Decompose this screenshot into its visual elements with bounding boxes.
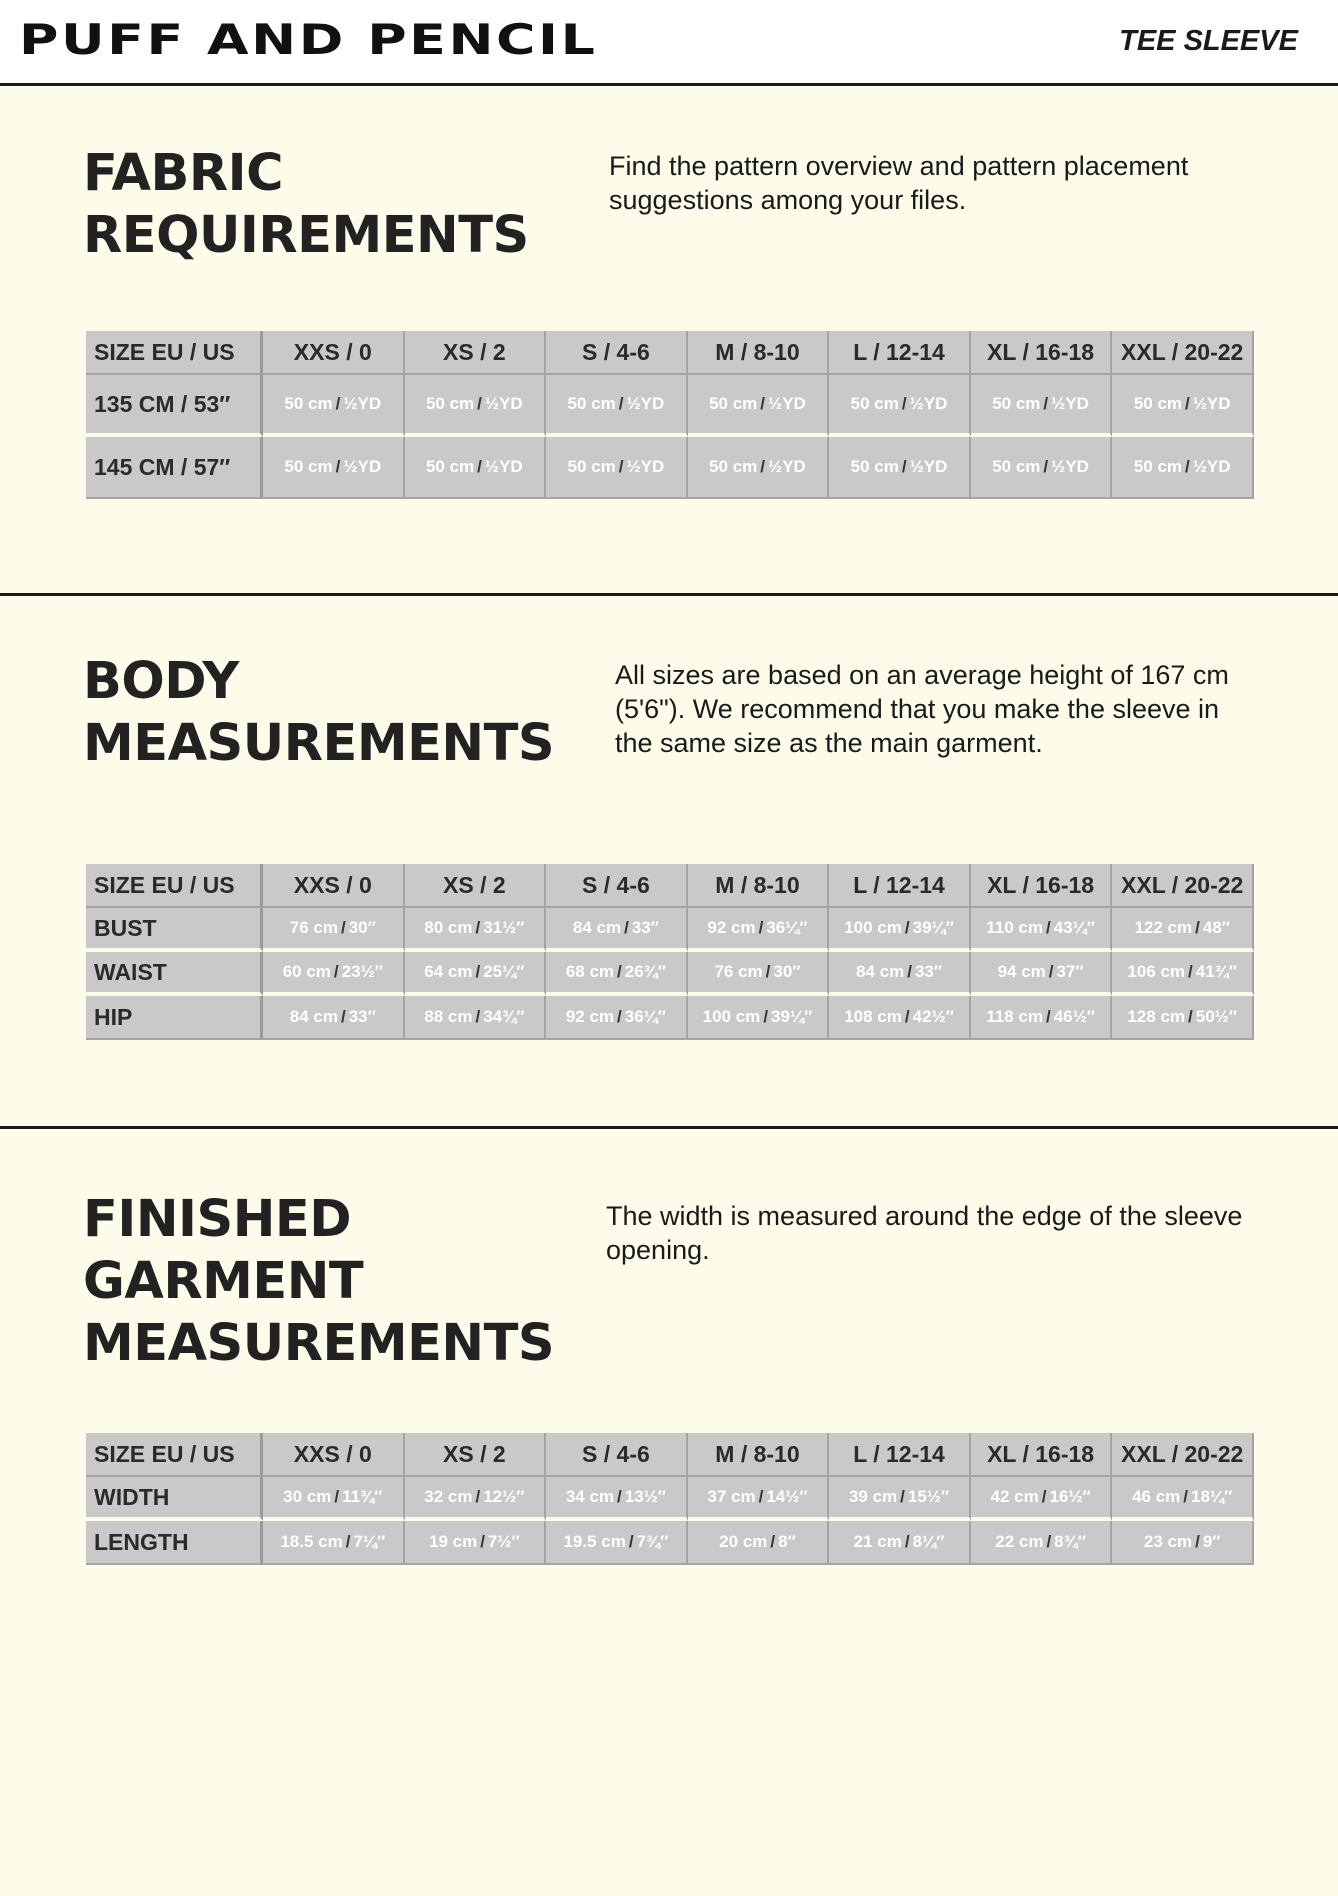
title-line: GARMENT bbox=[83, 1252, 364, 1311]
metric-value: 76 cm bbox=[714, 962, 763, 981]
size-column-header: XL / 16-18 bbox=[971, 1433, 1113, 1477]
metric-value: 50 cm bbox=[709, 394, 758, 413]
measurement-cell bbox=[263, 1477, 405, 1521]
slash-separator: / bbox=[1188, 962, 1193, 981]
imperial-value: 43¼″ bbox=[1053, 918, 1095, 937]
measurement-cell bbox=[1112, 1477, 1254, 1521]
body-description: All sizes are based on an average height of 167 cm (5'6"). We recommend that you make the sleeve in the same size as the main garment. bbox=[615, 660, 1229, 758]
metric-value: 60 cm bbox=[282, 962, 331, 981]
table-header-row bbox=[86, 331, 1254, 375]
slash-separator: / bbox=[618, 394, 624, 413]
table-row bbox=[86, 1521, 1254, 1565]
imperial-value: ½YD bbox=[1051, 394, 1089, 413]
slash-separator: / bbox=[904, 1532, 910, 1551]
measurement-cell bbox=[829, 1521, 971, 1565]
measurement-cell bbox=[263, 952, 405, 996]
metric-value: 32 cm bbox=[424, 1487, 473, 1506]
imperial-value: 34¾″ bbox=[483, 1007, 525, 1026]
metric-value: 39 cm bbox=[848, 1487, 898, 1506]
measurement-cell bbox=[829, 437, 971, 499]
slash-separator: / bbox=[1046, 1532, 1052, 1551]
measurement-cell bbox=[971, 1521, 1113, 1565]
slash-separator: / bbox=[1041, 1487, 1047, 1506]
measurement-cell bbox=[829, 996, 971, 1040]
slash-separator: / bbox=[475, 962, 481, 981]
row-label: 145 CM / 57″ bbox=[86, 437, 263, 499]
imperial-value: ½YD bbox=[909, 457, 948, 476]
metric-value: 20 cm bbox=[719, 1532, 768, 1551]
imperial-value: 36¼″ bbox=[766, 918, 808, 937]
slash-separator: / bbox=[475, 1487, 481, 1506]
imperial-value: 50½″ bbox=[1195, 1007, 1237, 1026]
measurement-cell bbox=[546, 1521, 688, 1565]
measurement-cell bbox=[971, 1477, 1113, 1521]
imperial-value: 26¾″ bbox=[624, 962, 666, 981]
metric-value: 50 cm bbox=[425, 457, 475, 476]
imperial-value: 33″ bbox=[348, 1007, 376, 1026]
measurement-cell bbox=[971, 437, 1113, 499]
measurement-cell bbox=[688, 952, 830, 996]
measurement-cell bbox=[688, 908, 830, 952]
slash-separator: / bbox=[333, 962, 339, 981]
row-label: BUST bbox=[86, 908, 263, 952]
size-column-header: XS / 2 bbox=[405, 331, 547, 375]
slash-separator: / bbox=[477, 394, 482, 413]
metric-value: 80 cm bbox=[424, 918, 473, 937]
metric-value: 50 cm bbox=[284, 457, 333, 476]
finished-description: The width is measured around the edge of the sleeve opening. bbox=[606, 1201, 1243, 1265]
measurement-cell bbox=[546, 908, 688, 952]
slash-separator: / bbox=[335, 457, 341, 476]
slash-separator: / bbox=[901, 457, 907, 476]
table-row bbox=[86, 375, 1254, 437]
slash-separator: / bbox=[335, 394, 341, 413]
imperial-value: 25¼″ bbox=[483, 962, 525, 981]
slash-separator: / bbox=[475, 1007, 481, 1026]
measurement-cell bbox=[688, 996, 830, 1040]
title-line: FABRIC bbox=[83, 144, 284, 203]
slash-separator: / bbox=[758, 1487, 764, 1506]
measurement-cell bbox=[688, 1477, 830, 1521]
slash-separator: / bbox=[1195, 1532, 1200, 1551]
metric-value: 100 cm bbox=[844, 918, 902, 937]
title-line: REQUIREMENTS bbox=[83, 206, 529, 265]
metric-value: 50 cm bbox=[992, 394, 1041, 413]
row-label: WIDTH bbox=[86, 1477, 263, 1521]
metric-value: 94 cm bbox=[997, 962, 1046, 981]
metric-value: 128 cm bbox=[1127, 1007, 1186, 1026]
size-column-header: XXS / 0 bbox=[263, 1433, 405, 1477]
size-column-header: XS / 2 bbox=[405, 1433, 547, 1477]
row-label: WAIST bbox=[86, 952, 263, 996]
slash-separator: / bbox=[1188, 1007, 1193, 1026]
document-tag: TEE SLEEVE bbox=[1119, 25, 1298, 57]
imperial-value: ½YD bbox=[626, 394, 665, 413]
measurement-cell bbox=[971, 996, 1113, 1040]
slash-separator: / bbox=[345, 1532, 351, 1551]
metric-value: 19.5 cm bbox=[563, 1532, 626, 1551]
slash-separator: / bbox=[480, 1532, 485, 1551]
slash-separator: / bbox=[628, 1532, 634, 1551]
slash-separator: / bbox=[907, 962, 912, 981]
imperial-value: 14½″ bbox=[766, 1487, 808, 1506]
metric-value: 50 cm bbox=[850, 394, 899, 413]
metric-value: 50 cm bbox=[284, 394, 333, 413]
slash-separator: / bbox=[1045, 1007, 1051, 1026]
slash-separator: / bbox=[760, 394, 766, 413]
measurement-cell bbox=[405, 437, 547, 499]
imperial-value: 37″ bbox=[1056, 962, 1084, 981]
imperial-value: ½YD bbox=[626, 457, 665, 476]
imperial-value: 7¼″ bbox=[353, 1532, 386, 1551]
size-column-header: L / 12-14 bbox=[829, 864, 971, 908]
imperial-value: ½YD bbox=[343, 457, 382, 476]
measurement-cell bbox=[263, 437, 405, 499]
slash-separator: / bbox=[617, 962, 622, 981]
page-header bbox=[0, 0, 1338, 86]
metric-value: 21 cm bbox=[853, 1532, 902, 1551]
slash-separator: / bbox=[901, 394, 907, 413]
metric-value: 50 cm bbox=[567, 457, 616, 476]
slash-separator: / bbox=[758, 918, 764, 937]
size-column-header: M / 8-10 bbox=[688, 331, 830, 375]
slash-separator: / bbox=[617, 1487, 622, 1506]
metric-value: 37 cm bbox=[707, 1487, 756, 1506]
metric-value: 84 cm bbox=[289, 1007, 338, 1026]
title-line: MEASUREMENTS bbox=[83, 714, 555, 773]
slash-separator: / bbox=[1183, 1487, 1189, 1506]
metric-value: 34 cm bbox=[565, 1487, 615, 1506]
brand-logo: PUFF AND PENCIL bbox=[19, 15, 598, 64]
slash-separator: / bbox=[1043, 394, 1049, 413]
row-label: HIP bbox=[86, 996, 263, 1040]
measurement-cell bbox=[1112, 908, 1254, 952]
size-column-header: XL / 16-18 bbox=[971, 331, 1113, 375]
title-line: MEASUREMENTS bbox=[83, 1314, 555, 1373]
measurement-cell bbox=[688, 437, 830, 499]
metric-value: 50 cm bbox=[992, 457, 1041, 476]
slash-separator: / bbox=[904, 1007, 910, 1026]
imperial-value: 39¼″ bbox=[912, 918, 954, 937]
slash-separator: / bbox=[1045, 918, 1051, 937]
table-header-row bbox=[86, 1433, 1254, 1477]
metric-value: 42 cm bbox=[990, 1487, 1039, 1506]
metric-value: 23 cm bbox=[1143, 1532, 1193, 1551]
size-column-header: S / 4-6 bbox=[546, 864, 688, 908]
imperial-value: 30″ bbox=[773, 962, 801, 981]
metric-value: 122 cm bbox=[1134, 918, 1193, 937]
size-column-header: XXL / 20-22 bbox=[1112, 1433, 1254, 1477]
measurement-cell bbox=[546, 437, 688, 499]
table-row bbox=[86, 908, 1254, 952]
imperial-value: 23½″ bbox=[341, 962, 383, 981]
size-column-header: L / 12-14 bbox=[829, 331, 971, 375]
imperial-value: 36¼″ bbox=[624, 1007, 666, 1026]
measurement-cell bbox=[1112, 375, 1254, 437]
fabric-requirements-table bbox=[86, 331, 1254, 499]
imperial-value: 13½″ bbox=[624, 1487, 666, 1506]
body-measurements-title bbox=[83, 651, 554, 775]
finished-garment-title bbox=[83, 1189, 554, 1375]
size-column-header: XXS / 0 bbox=[263, 864, 405, 908]
table-row bbox=[86, 437, 1254, 499]
size-column-header: XS / 2 bbox=[405, 864, 547, 908]
imperial-value: ½YD bbox=[768, 394, 806, 413]
imperial-value: 12½″ bbox=[483, 1487, 525, 1506]
measurement-cell bbox=[263, 1521, 405, 1565]
imperial-value: 8¾″ bbox=[1054, 1532, 1086, 1551]
measurement-cell bbox=[405, 1477, 547, 1521]
row-label: 135 CM / 53″ bbox=[86, 375, 263, 437]
size-column-header: L / 12-14 bbox=[829, 1433, 971, 1477]
title-line: BODY bbox=[83, 652, 239, 711]
row-label: LENGTH bbox=[86, 1521, 263, 1565]
metric-value: 50 cm bbox=[850, 457, 899, 476]
measurement-cell bbox=[263, 375, 405, 437]
size-column-header: M / 8-10 bbox=[688, 1433, 830, 1477]
fabric-description: Find the pattern overview and pattern placement suggestions among your files. bbox=[609, 151, 1189, 215]
slash-separator: / bbox=[477, 457, 482, 476]
slash-separator: / bbox=[760, 457, 766, 476]
slash-separator: / bbox=[1043, 457, 1049, 476]
imperial-value: 31½″ bbox=[483, 918, 525, 937]
slash-separator: / bbox=[475, 918, 481, 937]
metric-value: 46 cm bbox=[1132, 1487, 1181, 1506]
metric-value: 30 cm bbox=[283, 1487, 332, 1506]
imperial-value: 8¼″ bbox=[912, 1532, 945, 1551]
imperial-value: ½YD bbox=[1192, 457, 1231, 476]
slash-separator: / bbox=[770, 1532, 776, 1551]
slash-separator: / bbox=[1185, 457, 1190, 476]
metric-value: 50 cm bbox=[709, 457, 758, 476]
imperial-value: 48″ bbox=[1202, 918, 1230, 937]
size-column-header: XXL / 20-22 bbox=[1112, 331, 1254, 375]
measurement-cell bbox=[405, 908, 547, 952]
measurement-cell bbox=[1112, 1521, 1254, 1565]
imperial-value: 41¾″ bbox=[1195, 962, 1237, 981]
measurement-cell bbox=[688, 375, 830, 437]
metric-value: 92 cm bbox=[565, 1007, 615, 1026]
imperial-value: 16½″ bbox=[1049, 1487, 1091, 1506]
imperial-value: 42½″ bbox=[912, 1007, 954, 1026]
imperial-value: 15½″ bbox=[907, 1487, 950, 1506]
measurement-cell bbox=[829, 952, 971, 996]
measurement-cell bbox=[1112, 437, 1254, 499]
imperial-value: ½YD bbox=[484, 457, 523, 476]
table-row bbox=[86, 996, 1254, 1040]
slash-separator: / bbox=[334, 1487, 340, 1506]
imperial-value: ½YD bbox=[343, 394, 382, 413]
imperial-value: ½YD bbox=[909, 394, 948, 413]
metric-value: 19 cm bbox=[428, 1532, 478, 1551]
imperial-value: ½YD bbox=[768, 457, 806, 476]
slash-separator: / bbox=[1195, 918, 1200, 937]
slash-separator: / bbox=[340, 918, 346, 937]
measurement-cell bbox=[971, 908, 1113, 952]
metric-value: 118 cm bbox=[986, 1007, 1043, 1026]
measurement-cell bbox=[405, 952, 547, 996]
table-row bbox=[86, 952, 1254, 996]
metric-value: 88 cm bbox=[424, 1007, 473, 1026]
imperial-value: 33″ bbox=[631, 918, 659, 937]
slash-separator: / bbox=[1185, 394, 1190, 413]
measurement-cell bbox=[405, 996, 547, 1040]
measurement-cell bbox=[971, 375, 1113, 437]
imperial-value: 7½″ bbox=[487, 1532, 520, 1551]
section-divider bbox=[0, 593, 1338, 596]
measurement-cell bbox=[829, 1477, 971, 1521]
imperial-value: ½YD bbox=[1192, 394, 1231, 413]
size-column-header: XL / 16-18 bbox=[971, 864, 1113, 908]
size-column-header: XXS / 0 bbox=[263, 331, 405, 375]
size-column-header: XXL / 20-22 bbox=[1112, 864, 1254, 908]
metric-value: 106 cm bbox=[1127, 962, 1186, 981]
slash-separator: / bbox=[900, 1487, 905, 1506]
imperial-value: 46½″ bbox=[1053, 1007, 1095, 1026]
size-column-header: S / 4-6 bbox=[546, 331, 688, 375]
measurement-cell bbox=[971, 952, 1113, 996]
size-column-header: M / 8-10 bbox=[688, 864, 830, 908]
slash-separator: / bbox=[617, 1007, 622, 1026]
slash-separator: / bbox=[624, 918, 629, 937]
body-measurements-table bbox=[86, 864, 1254, 1040]
metric-value: 92 cm bbox=[707, 918, 756, 937]
metric-value: 100 cm bbox=[702, 1007, 761, 1026]
metric-value: 50 cm bbox=[1133, 457, 1183, 476]
imperial-value: 9″ bbox=[1202, 1532, 1221, 1551]
slash-separator: / bbox=[340, 1007, 346, 1026]
metric-value: 108 cm bbox=[844, 1007, 902, 1026]
size-column-header: S / 4-6 bbox=[546, 1433, 688, 1477]
slash-separator: / bbox=[1048, 962, 1054, 981]
slash-separator: / bbox=[765, 962, 771, 981]
slash-separator: / bbox=[904, 918, 910, 937]
measurement-cell bbox=[263, 908, 405, 952]
measurement-cell bbox=[263, 996, 405, 1040]
measurement-cell bbox=[546, 375, 688, 437]
imperial-value: 18¼″ bbox=[1191, 1487, 1233, 1506]
measurement-cell bbox=[405, 1521, 547, 1565]
measurement-cell bbox=[546, 952, 688, 996]
fabric-requirements-title bbox=[83, 143, 529, 267]
imperial-value: 11¾″ bbox=[342, 1487, 383, 1506]
measurement-cell bbox=[405, 375, 547, 437]
metric-value: 110 cm bbox=[986, 918, 1043, 937]
imperial-value: 30″ bbox=[348, 918, 376, 937]
title-line: FINISHED bbox=[83, 1190, 352, 1249]
imperial-value: 33″ bbox=[914, 962, 943, 981]
size-label-header: SIZE EU / US bbox=[86, 1433, 263, 1477]
metric-value: 84 cm bbox=[856, 962, 905, 981]
measurement-cell bbox=[1112, 996, 1254, 1040]
measurement-cell bbox=[829, 908, 971, 952]
metric-value: 50 cm bbox=[425, 394, 475, 413]
metric-value: 50 cm bbox=[1133, 394, 1183, 413]
metric-value: 64 cm bbox=[424, 962, 473, 981]
measurement-cell bbox=[688, 1521, 830, 1565]
imperial-value: 7¾″ bbox=[636, 1532, 669, 1551]
finished-garment-table bbox=[86, 1433, 1254, 1565]
metric-value: 76 cm bbox=[289, 918, 338, 937]
size-label-header: SIZE EU / US bbox=[86, 331, 263, 375]
imperial-value: ½YD bbox=[1051, 457, 1089, 476]
measurement-cell bbox=[546, 1477, 688, 1521]
slash-separator: / bbox=[618, 457, 624, 476]
measurement-cell bbox=[546, 996, 688, 1040]
metric-value: 68 cm bbox=[565, 962, 615, 981]
imperial-value: 39¼″ bbox=[771, 1007, 813, 1026]
measurement-cell bbox=[1112, 952, 1254, 996]
table-header-row bbox=[86, 864, 1254, 908]
metric-value: 18.5 cm bbox=[280, 1532, 343, 1551]
size-label-header: SIZE EU / US bbox=[86, 864, 263, 908]
table-row bbox=[86, 1477, 1254, 1521]
metric-value: 50 cm bbox=[567, 394, 616, 413]
metric-value: 22 cm bbox=[995, 1532, 1044, 1551]
measurement-cell bbox=[829, 375, 971, 437]
section-divider bbox=[0, 1126, 1338, 1129]
imperial-value: 8″ bbox=[778, 1532, 796, 1551]
metric-value: 84 cm bbox=[572, 918, 622, 937]
slash-separator: / bbox=[763, 1007, 769, 1026]
imperial-value: ½YD bbox=[484, 394, 523, 413]
